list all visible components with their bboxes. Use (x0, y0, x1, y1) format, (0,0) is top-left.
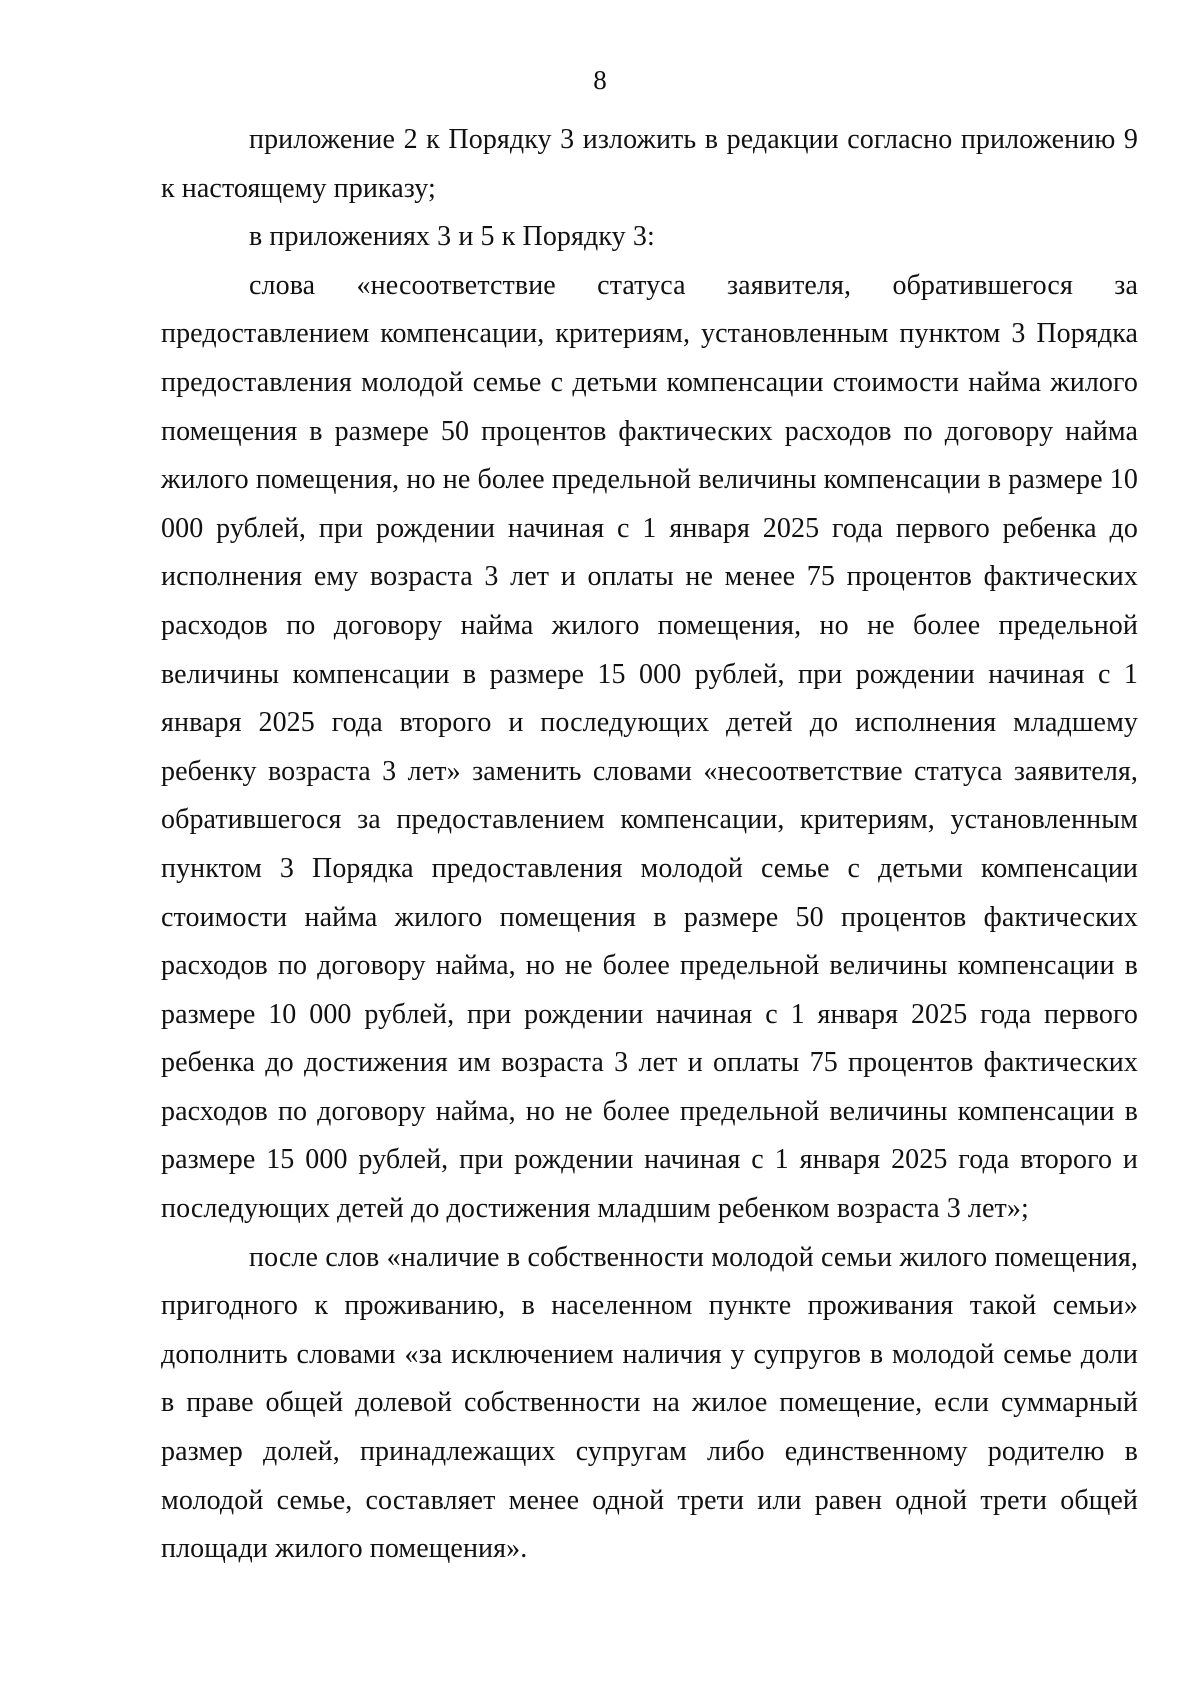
paragraph-words-addition: после слов «наличие в собственности молодой семьи жилого помещения, пригодного к проживанию, в населенном пункте проживания такой семьи» дополнить словами «за исключением наличия у супругов в молодой семье доли в праве общей долевой собственности на жилое помещение, если суммарный размер долей, принадлежащих супругам либо единственному родителю в молодой семье, составляет менее одной трети или равен одной трети общей площади жилого помещения». (161, 1241, 1138, 1565)
page-number: 8 (593, 65, 607, 95)
paragraph-appendix-2: приложение 2 к Порядку 3 изложить в редакции согласно приложению 9 к настоящему приказу; (161, 124, 1138, 204)
document-body (161, 116, 1138, 1574)
paragraph-words-replacement: слова «несоответствие статуса заявителя, обратившегося за предоставлением компенсации, критериям, установленным пунктом 3 Порядка предоставления молодой семье с детьми компенсации стоимости найма жилого помещения в размере 50 процентов фактических расходов по договору найма жилого помещения, но не более предельной величины компенсации в размере 10 000 рублей, при рождении начиная с 1 января 2025 года первого ребенка до исполнения ему возраста 3 лет и оплаты не менее 75 процентов фактических расходов по договору найма жилого помещения, но не более предельной величины компенсации в размере 15 000 рублей, при рождении начиная с 1 января 2025 года второго и последующих детей до исполнения младшему ребенку возраста 3 лет» заменить словами «несоответствие статуса заявителя, обратившегося за предоставлением компенсации, критериям, установленным пунктом 3 Порядка предоставления молодой семье с детьми компенсации стоимости найма жилого помещения в размере 50 процентов фактических расходов по договору найма, но не более предельной величины компенсации в размере 10 000 рублей, при рождении начиная с 1 января 2025 года первого ребенка до достижения им возраста 3 лет и оплаты 75 процентов фактических расходов по договору найма, но не более предельной величины компенсации в размере 15 000 рублей, при рождении начиная с 1 января 2025 года второго и последующих детей до достижения младшим ребенком возраста 3 лет»; (161, 269, 1138, 1225)
paragraph-appendices-3-5: в приложениях 3 и 5 к Порядку 3: (249, 221, 655, 253)
